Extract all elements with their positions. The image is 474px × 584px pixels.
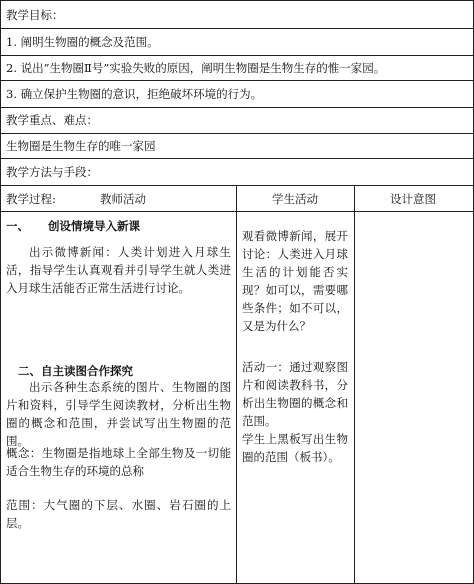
section-2-title: 二、自主读图合作探究 <box>18 364 133 378</box>
key-points-heading: 教学重点、难点： <box>6 113 98 127</box>
goal-item-1: 1. 阐明生物圈的概念及范围。 <box>6 35 159 49</box>
teacher-activity-header: 教师活动 <box>100 192 146 206</box>
row-divider <box>0 211 474 212</box>
column-divider <box>354 185 355 584</box>
column-divider <box>0 0 1 584</box>
row-divider <box>0 28 474 29</box>
key-point-text: 生物圈是生物生存的唯一家园 <box>6 139 156 153</box>
row-divider <box>0 107 474 108</box>
row-divider <box>0 0 474 1</box>
section-2-student-text-2: 学生上黑板写出生物圈的范围（板书）。 <box>242 432 348 464</box>
goals-heading: 教学目标： <box>6 8 64 22</box>
process-header: 教学过程: <box>6 192 56 206</box>
section-1-student-text: 观看微博新闻，展开讨论：人类进入月球生活的计划能否实现？如可以，需要哪些条件；如不可以，又是为什么？ <box>242 229 348 333</box>
goal-item-2: 2. 说出”生物圈Ⅱ号”实验失败的原因，阐明生物圈是生物生存的惟一家园。 <box>6 61 386 75</box>
row-divider <box>0 185 474 186</box>
biosphere-concept: 概念：生物圈是指地球上全部生物及一切能适合生物生存的环境的总称 <box>6 446 231 478</box>
section-2-teacher-text: 出示各种生态系统的图片、生物圈的图片和资料，引导学生阅读教材，分析出生物圈的概念和范围，并尝试写出生物圈的范围。 <box>6 380 231 448</box>
methods-heading: 教学方法与手段： <box>6 165 98 179</box>
row-divider <box>0 158 474 159</box>
student-activity-header: 学生活动 <box>272 192 318 206</box>
biosphere-scope: 范围：大气圈的下层、水圈、岩石圈的上层。 <box>6 498 231 530</box>
section-1-number: 一、 <box>6 219 29 233</box>
design-intent-header: 设计意图 <box>390 192 436 206</box>
section-1-title: 创设情境导入新课 <box>48 219 140 233</box>
row-divider <box>0 80 474 81</box>
row-divider <box>0 133 474 134</box>
section-1-teacher-text: 出示微博新闻：人类计划进入月球生活，指导学生认真观看并引导学生就人类进入月球生活能否正常生活进行讨论。 <box>6 245 231 295</box>
section-2-student-text-1: 活动一：通过观察图片和阅读教科书，分析出生物圈的概念和范围。 <box>242 360 348 428</box>
row-divider <box>0 55 474 56</box>
goal-item-3: 3. 确立保护生物圈的意识，拒绝破坏环境的行为。 <box>6 87 263 101</box>
column-divider <box>236 185 237 584</box>
